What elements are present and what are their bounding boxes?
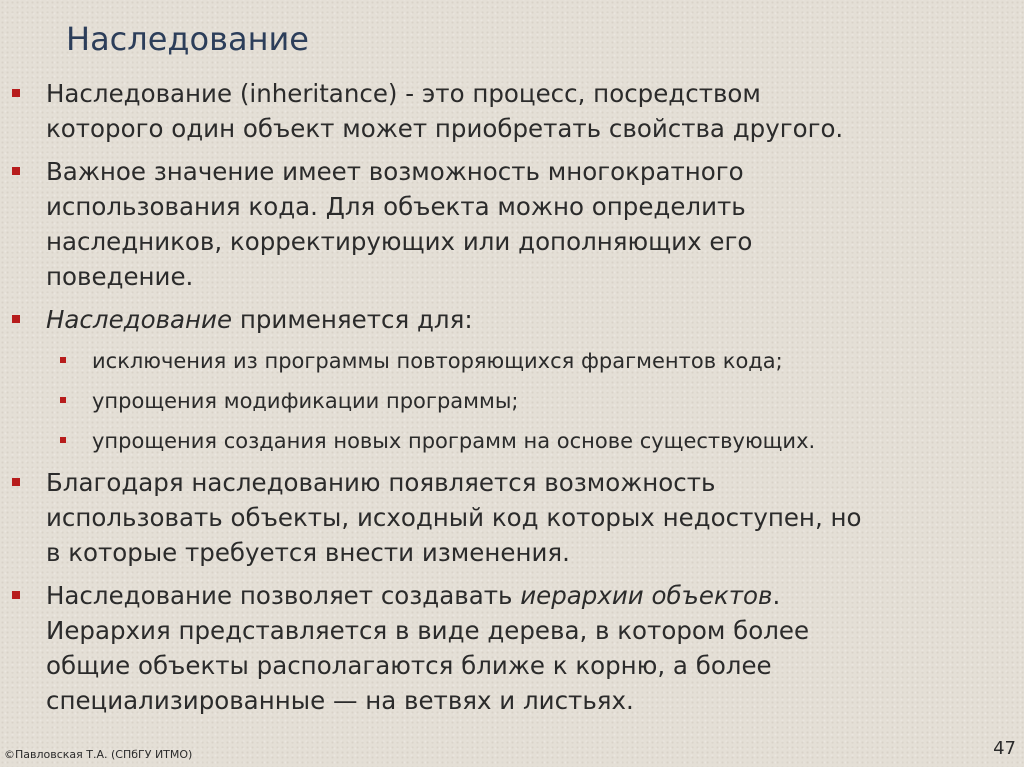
square-bullet-icon <box>60 357 66 363</box>
bullet-text: применяется для: <box>232 305 473 334</box>
bullet-line <box>46 302 1012 337</box>
sub-bullet-item <box>12 345 1012 377</box>
sub-bullet-text: исключения из программы повторяющихся фрагментов кода; <box>92 349 783 373</box>
bullet-item <box>12 578 1012 718</box>
bullet-text: Наследование позволяет создавать <box>46 581 521 610</box>
bullet-line: которого один объект может приобретать свойства другого. <box>46 114 844 143</box>
slide-content <box>12 76 1012 726</box>
sub-bullet-item <box>12 425 1012 457</box>
footer-copyright: ©Павловская Т.А. (СПбГУ ИТМО) <box>4 748 193 761</box>
bullet-item <box>12 76 1012 146</box>
bullet-line: наследников, корректирующих или дополняющих его <box>46 227 753 256</box>
bullet-line: поведение. <box>46 262 194 291</box>
bullet-item <box>12 154 1012 294</box>
bullet-line: использования кода. Для объекта можно определить <box>46 192 746 221</box>
bullet-item <box>12 302 1012 337</box>
bullet-line: Наследование (inheritance) - это процесс, посредством <box>46 79 761 108</box>
bullet-line: общие объекты располагаются ближе к корню, а более <box>46 651 772 680</box>
bullet-line <box>46 578 1012 613</box>
sub-bullet-item <box>12 385 1012 417</box>
bullet-item <box>12 465 1012 570</box>
square-bullet-icon <box>12 167 20 175</box>
bullet-line: в которые требуется внести изменения. <box>46 538 570 567</box>
bullet-line: Иерархия представляется в виде дерева, в котором более <box>46 616 810 645</box>
square-bullet-icon <box>12 89 20 97</box>
bullet-text: . <box>772 581 781 610</box>
page-number: 47 <box>993 738 1016 759</box>
bullet-line: специализированные — на ветвях и листьях. <box>46 686 634 715</box>
square-bullet-icon <box>12 315 20 323</box>
square-bullet-icon <box>60 437 66 443</box>
italic-term: иерархии объектов <box>520 581 773 610</box>
bullet-line: использовать объекты, исходный код которых недоступен, но <box>46 503 862 532</box>
bullet-line: Важное значение имеет возможность многократного <box>46 157 744 186</box>
square-bullet-icon <box>12 591 20 599</box>
italic-term: Наследование <box>46 305 233 334</box>
sub-bullet-text: упрощения модификации программы; <box>92 389 519 413</box>
square-bullet-icon <box>12 478 20 486</box>
square-bullet-icon <box>60 397 66 403</box>
slide-title: Наследование <box>66 20 309 58</box>
sub-bullet-text: упрощения создания новых программ на основе существующих. <box>92 429 816 453</box>
bullet-line: Благодаря наследованию появляется возможность <box>46 468 716 497</box>
